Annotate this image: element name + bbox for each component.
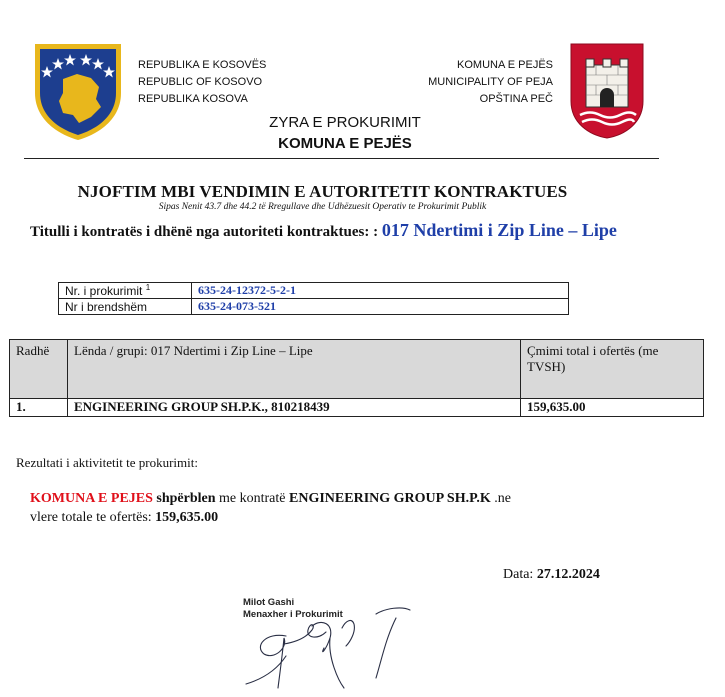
republic-header	[138, 57, 266, 108]
cell-price: 159,635.00	[521, 399, 704, 417]
column-header-lot: Lënda / grupi: 017 Ndertimi i Zip Line – Lipe	[68, 340, 521, 399]
notice-title: NJOFTIM MBI VENDIMIN E AUTORITETIT KONTRAKTUES	[77, 182, 568, 201]
office-subtitle: KOMUNA E PEJËS	[278, 135, 412, 152]
header-line: REPUBLIKA E KOSOVËS	[138, 59, 267, 71]
table-row	[59, 299, 569, 315]
contract-title: 017 Ndertimi i Zip Line – Lipe	[381, 220, 617, 240]
cell-rank: 1.	[10, 399, 68, 417]
header-line: MUNICIPALITY OF PEJA	[428, 76, 553, 88]
table-header-row	[10, 340, 704, 399]
procurement-number-value: 635-24-12372-5-2-1	[192, 283, 569, 299]
date-label: Data:	[503, 567, 534, 582]
header-divider	[24, 158, 659, 159]
date-value: 27.12.2024	[536, 567, 600, 582]
internal-number-label: Nr i brendshëm	[59, 299, 192, 315]
signer-name: Milot Gashi	[243, 597, 295, 608]
authority-name: KOMUNA E PEJES	[30, 491, 153, 506]
award-text: me kontratë	[219, 491, 286, 506]
offers-table	[9, 339, 704, 417]
result-label: Rezultati i aktivitetit te prokurimit:	[16, 455, 198, 470]
date-line	[503, 567, 600, 583]
table-row	[59, 283, 569, 299]
winner-name: ENGINEERING GROUP SH.P.K	[289, 491, 491, 506]
contract-title-line	[30, 218, 680, 244]
footnote-marker: 1	[145, 283, 151, 292]
contract-label: Titulli i kontratës i dhënë nga autoriteti kontraktues: :	[30, 224, 379, 240]
header-line: REPUBLIKA KOSOVA	[138, 93, 248, 105]
column-header-rank: Radhë	[10, 340, 68, 399]
header-line: KOMUNA E PEJËS	[457, 59, 553, 71]
award-amount: 159,635.00	[155, 510, 219, 525]
header-line: OPŠTINA PEČ	[479, 93, 553, 105]
award-statement	[30, 489, 511, 527]
office-title: ZYRA E PROKURIMIT	[269, 114, 421, 131]
notice-subtitle: Sipas Nenit 43.7 dhe 44.2 të Rregullave dhe Udhëzuesit Operativ te Prokurimit Publik	[158, 202, 487, 212]
award-verb: shpërblen	[156, 491, 216, 506]
signer-title: Menaxher i Prokurimit	[243, 609, 343, 620]
procurement-number-label: Nr. i prokurimit $^1$	[59, 283, 192, 299]
cell-operator: ENGINEERING GROUP SH.P.K., 810218439	[68, 399, 521, 417]
table-row	[10, 399, 704, 417]
award-text: vlere totale te ofertës:	[30, 510, 152, 525]
column-header-price: Çmimi total i ofertës (me TVSH)	[521, 340, 704, 399]
procurement-id-table	[58, 282, 569, 315]
internal-number-value: 635-24-073-521	[192, 299, 569, 315]
award-text: .ne	[494, 491, 511, 506]
header-line: REPUBLIC OF KOSOVO	[138, 76, 263, 88]
signature-icon	[226, 598, 426, 692]
municipality-header	[428, 57, 553, 108]
